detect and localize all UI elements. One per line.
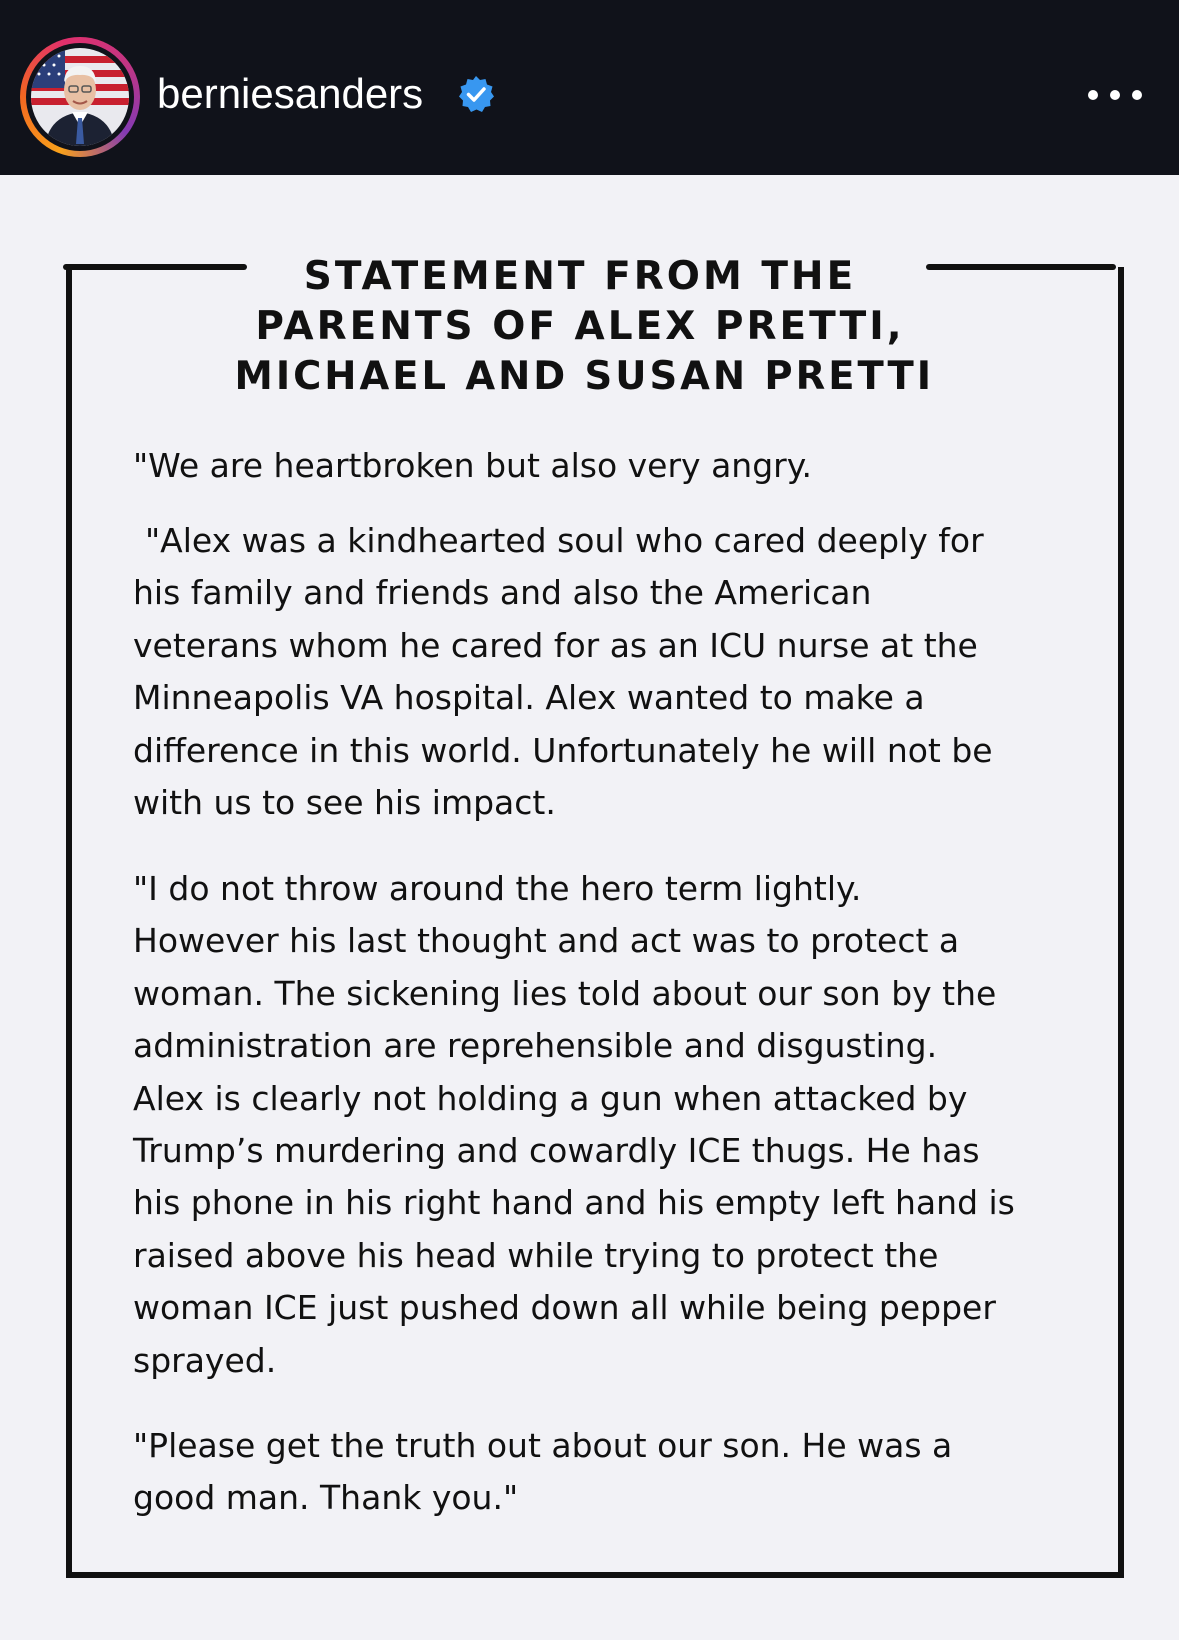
paragraph-line: Alex is clearly not holding a gun when attacked by (133, 1078, 968, 1118)
title-line: MICHAEL AND SUSAN PRETTI (234, 354, 935, 399)
paragraph-line: woman. The sickening lies told about our son by the (133, 973, 997, 1013)
statement-paragraph (133, 863, 1093, 1387)
paragraph-line: difference in this world. Unfortunately he will not be (133, 730, 993, 770)
paragraph-line: his phone in his right hand and his empty left hand is (133, 1183, 1015, 1223)
avatar[interactable] (31, 48, 129, 146)
paragraph-line: veterans whom he cared for as an ICU nurse at the (133, 625, 978, 665)
post-header (0, 0, 1179, 175)
title-line: STATEMENT FROM THE (303, 254, 857, 299)
paragraph-line: sprayed. (133, 1340, 277, 1380)
statement-paragraph (133, 515, 1093, 829)
verified-badge-icon (456, 74, 496, 114)
more-horizontal-icon[interactable] (1085, 70, 1145, 120)
statement-paragraph (133, 440, 1093, 492)
frame-top-right-rule (926, 264, 1116, 270)
paragraph-line: "Alex was a kindhearted soul who cared deeply for (145, 521, 984, 560)
paragraph-line: "We are heartbroken but also very angry. (133, 446, 813, 485)
avatar-frame (26, 43, 134, 151)
paragraph-line: Minneapolis VA hospital. Alex wanted to make a (133, 678, 925, 718)
paragraph-line: "I do not throw around the hero term lightly. (133, 869, 862, 908)
paragraph-line: woman ICE just pushed down all while being pepper (133, 1288, 996, 1328)
paragraph-line: "Please get the truth out about our son. He was a (133, 1426, 953, 1465)
paragraph-line: Trump’s murdering and cowardly ICE thugs. He has (133, 1131, 980, 1171)
statement-paragraph (133, 1420, 1093, 1525)
paragraph-line: However his last thought and act was to protect a (133, 921, 960, 961)
paragraph-line: good man. Thank you." (133, 1478, 519, 1518)
paragraph-line: administration are reprehensible and disgusting. (133, 1026, 938, 1066)
paragraph-line: his family and friends and also the American (133, 573, 872, 613)
avatar-photo (31, 48, 129, 146)
username[interactable]: berniesanders (157, 70, 424, 117)
title-line: PARENTS OF ALEX PRETTI, (255, 304, 905, 349)
frame-top-left-rule (63, 264, 247, 270)
paragraph-line: raised above his head while trying to protect the (133, 1235, 939, 1275)
statement-title (230, 252, 935, 402)
paragraph-line: with us to see his impact. (133, 783, 556, 823)
story-ring[interactable] (20, 37, 140, 157)
